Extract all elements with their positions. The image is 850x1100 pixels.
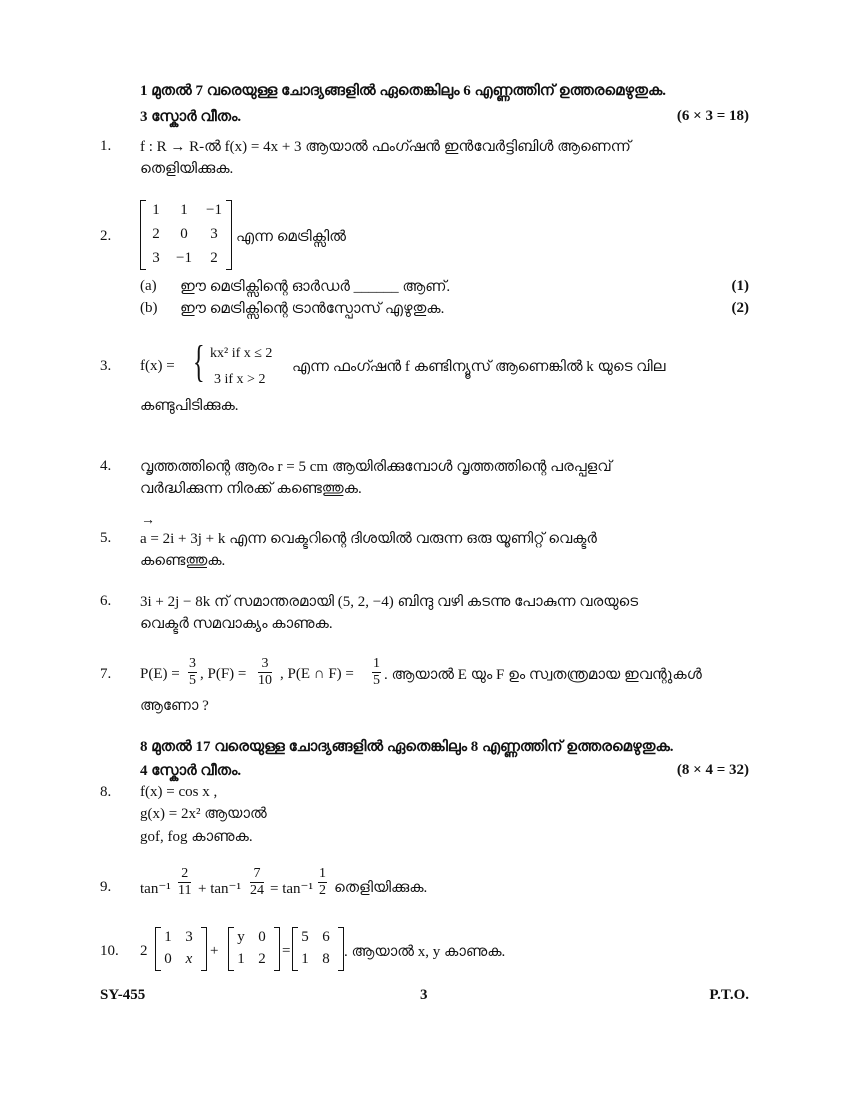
matrix-1 xyxy=(155,927,207,971)
sub-label: (b) xyxy=(140,300,158,316)
matrix-cell: 1 xyxy=(237,951,245,967)
fraction xyxy=(188,656,197,689)
matrix-cell: 0 xyxy=(180,226,188,242)
plus-tan-inverse: + tan⁻¹ xyxy=(198,881,241,897)
paper-code: SY-455 xyxy=(100,987,146,1003)
question-5-text-cont: കണ്ടെത്തുക. xyxy=(140,553,226,569)
question-number: 10. xyxy=(100,943,119,959)
fraction xyxy=(318,866,327,899)
matrix-cell: 3 xyxy=(185,929,193,945)
denominator: 11 xyxy=(178,883,192,898)
denominator: 24 xyxy=(250,883,264,898)
matrix-2 xyxy=(228,927,280,971)
question-2b-text: ഈ മെട്രിക്സിന്റെ ട്രാൻസ്പോസ് എഴുതുക. xyxy=(180,301,445,317)
question-6-text-cont: വെക്ടർ സമവാക്യം കാണുക. xyxy=(140,616,333,632)
matrix-cell: 2 xyxy=(210,250,218,266)
fraction xyxy=(372,656,381,689)
numerator: 1 xyxy=(373,656,380,671)
sub-label: (a) xyxy=(140,278,157,294)
question-3-text: എന്ന ഫംഗ്ഷൻ f കണ്ടിന്യൂസ് ആണെങ്കിൽ k യുടെ വില xyxy=(292,359,666,375)
question-number: 9. xyxy=(100,879,112,895)
question-3-text-cont: കണ്ടുപിടിക്കുക. xyxy=(140,398,239,414)
numerator: 7 xyxy=(250,866,264,883)
matrix-cell: 8 xyxy=(322,951,330,967)
matrix-cell: 6 xyxy=(322,929,330,945)
question-5-text: a = 2i + 3j + k എന്ന വെക്ടറിന്റെ ദിശയിൽ വരുന്ന ഒരു യൂണിറ്റ് വെക്ടർ xyxy=(140,531,597,547)
matrix-cell: 1 xyxy=(180,202,188,218)
numerator: 1 xyxy=(319,866,326,881)
section-b-instruction: 8 മുതൽ 17 വരെയുള്ള ചോദ്യങ്ങളിൽ ഏതെങ്കിലും 8 എണ്ണത്തിന് ഉത്തരമെഴുതുക. xyxy=(140,739,674,755)
question-10-text: . ആയാൽ x, y കാണുക. xyxy=(344,944,506,960)
question-4-text: വൃത്തത്തിന്റെ ആരം r = 5 cm ആയിരിക്കുമ്പോൾ വൃത്തത്തിന്റെ പരപ്പളവ് xyxy=(140,459,612,475)
question-number: 4. xyxy=(100,458,112,474)
question-8-line-1: f(x) = cos x , xyxy=(140,784,218,800)
denominator: 10 xyxy=(258,673,272,688)
numerator: 2 xyxy=(178,866,191,883)
equals-sign: = xyxy=(282,943,291,959)
question-number: 2. xyxy=(100,228,112,244)
question-2b-marks: (2) xyxy=(731,300,749,316)
denominator: 2 xyxy=(319,883,326,898)
matrix-cell: 2 xyxy=(258,951,266,967)
matrix-cell: 1 xyxy=(301,951,309,967)
question-number: 1. xyxy=(100,138,112,154)
coefficient: 2 xyxy=(140,943,148,959)
piecewise-case-1: kx² if x ≤ 2 xyxy=(210,346,273,361)
prob-ef-label: , P(E ∩ F) = xyxy=(280,666,354,682)
question-1-text-cont: തെളിയിക്കുക. xyxy=(140,161,234,177)
question-4-text-cont: വർദ്ധിക്കുന്ന നിരക്ക് കണ്ടെത്തുക. xyxy=(140,481,362,497)
matrix-cell: 2 xyxy=(152,226,160,242)
matrix-cell: −1 xyxy=(176,250,192,266)
section-a-instruction: 1 മുതൽ 7 വരെയുള്ള ചോദ്യങ്ങളിൽ ഏതെങ്കിലും 6 എണ്ണത്തിന് ഉത്തരമെഴുതുക. xyxy=(140,83,667,99)
numerator: 3 xyxy=(189,656,196,671)
matrix-3 xyxy=(292,927,344,971)
fraction xyxy=(250,866,264,899)
fraction xyxy=(178,866,191,899)
brace-symbol: { xyxy=(193,337,205,386)
question-8-line-3: gof, fog കാണുക. xyxy=(140,829,253,845)
denominator: 5 xyxy=(189,673,196,688)
equals-tan-inverse: = tan⁻¹ xyxy=(270,881,313,897)
tan-inverse: tan⁻¹ xyxy=(140,881,171,897)
matrix-cell: x xyxy=(185,951,193,967)
denominator: 5 xyxy=(373,673,380,688)
question-2a-text: ഈ മെട്രിക്സിന്റെ ഓർഡർ ______ ആണ്. xyxy=(180,279,451,295)
question-3-lhs: f(x) = xyxy=(140,358,175,374)
matrix-cell: 1 xyxy=(164,929,172,945)
question-6-text: 3i + 2j − 8k ന് സമാന്തരമായി (5, 2, −4) ബിന്ദു വഴി കടന്നു പോകുന്ന വരയുടെ xyxy=(140,594,639,610)
matrix-cell: y xyxy=(237,929,245,945)
question-9-text: തെളിയിക്കുക. xyxy=(334,880,428,896)
question-2-matrix xyxy=(140,200,232,270)
question-number: 3. xyxy=(100,358,112,374)
matrix-cell: 5 xyxy=(301,929,309,945)
matrix-cell: 0 xyxy=(258,929,266,945)
question-7-text: . ആയാൽ E യും F ഉം സ്വതന്ത്രമായ ഇവന്റുകൾ xyxy=(384,667,702,683)
please-turn-over: P.T.O. xyxy=(709,987,749,1003)
plus-sign: + xyxy=(210,943,219,959)
vector-arrow-icon: → xyxy=(141,513,155,528)
fraction xyxy=(258,656,272,689)
question-number: 6. xyxy=(100,593,112,609)
matrix-cell: 3 xyxy=(210,226,218,242)
question-1-text: f : R → R-ൽ f(x) = 4x + 3 ആയാൽ ഫംഗ്ഷൻ ഇൻവേർട്ടിബിൾ ആണെന്ന് xyxy=(140,139,631,155)
question-8-line-2: g(x) = 2x² ആയാൽ xyxy=(140,806,267,822)
matrix-cell: −1 xyxy=(206,202,222,218)
matrix-cell: 3 xyxy=(152,250,160,266)
question-2-text: എന്ന മെട്രിക്സിൽ xyxy=(236,229,346,245)
question-number: 5. xyxy=(100,530,112,546)
numerator: 3 xyxy=(258,656,272,673)
matrix-cell: 0 xyxy=(164,951,172,967)
page-number: 3 xyxy=(420,987,428,1003)
piecewise-case-2: 3 if x > 2 xyxy=(214,372,266,387)
question-number: 8. xyxy=(100,784,112,800)
prob-f-label: , P(F) = xyxy=(200,666,247,682)
section-b-marks: (8 × 4 = 32) xyxy=(676,762,749,778)
section-a-score: 3 സ്കോർ വീതം. xyxy=(140,109,242,125)
question-2a-marks: (1) xyxy=(731,278,749,294)
section-a-marks: (6 × 3 = 18) xyxy=(676,108,749,124)
section-b-score: 4 സ്കോർ വീതം. xyxy=(140,763,242,779)
question-number: 7. xyxy=(100,666,112,682)
matrix-cell: 1 xyxy=(152,202,160,218)
prob-e-label: P(E) = xyxy=(140,666,180,682)
question-7-text-cont: ആണോ ? xyxy=(140,698,209,714)
